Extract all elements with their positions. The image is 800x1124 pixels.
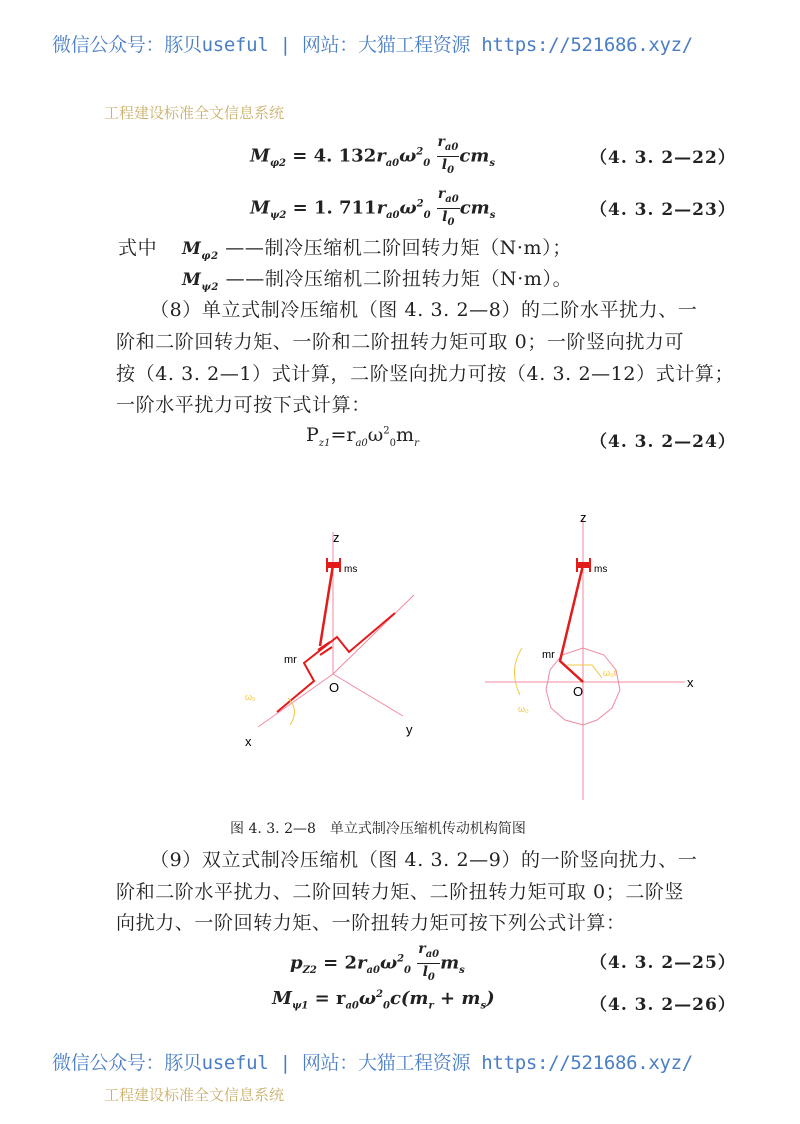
origin-label: O <box>573 684 584 699</box>
formula-4-3-2-22: $M_{\varphi 2} = 4$. $132r_{a0}\omega^2_0$ $\frac{r_{a0}}{l_0}$ $cm_s$ <box>250 134 495 176</box>
piston-mass <box>577 562 590 568</box>
para9-line: （9）双立式制冷压缩机（图 4. 3. 2—9）的一阶竖向扰力、一 <box>150 849 698 871</box>
equation-number: （4. 3. 2—23） <box>590 200 736 220</box>
system-name-header: 工程建设标准全文信息系统 <box>104 104 285 122</box>
x-y-axis-upper <box>333 595 414 674</box>
where-label: 式中 <box>118 237 158 259</box>
mr-label: mr <box>542 649 555 661</box>
where-item-2: $M_{\psi 2}$ ——制冷压缩机二阶扭转力矩（N·m）。 <box>182 268 573 293</box>
mr-label: mr <box>284 654 297 666</box>
equation-number: （4. 3. 2—26） <box>590 995 736 1015</box>
formula-4-3-2-25: $p_{Z2} = 2r_{a0}\omega^2_0$ $\frac{r_{a0}}{l_0}$ $m_s$ <box>290 941 465 983</box>
watermark-top: 微信公众号：豚贝useful | 网站：大猫工程资源 https://521686.xyz/ <box>52 34 693 56</box>
connecting-rod <box>560 565 583 682</box>
where-item-1: $M_{\varphi 2}$ ——制冷压缩机二阶回转力矩（N·m）； <box>182 237 572 262</box>
x-label: x <box>245 734 252 749</box>
equation-number: （4. 3. 2—24） <box>590 432 736 452</box>
formula-4-3-2-24: $P_{z1}=r_{a0}\omega^2_0m_r$ <box>306 424 419 449</box>
x-label: x <box>687 675 694 690</box>
compressor-mechanism-figure <box>0 490 800 810</box>
formula-4-3-2-23: $M_{\psi 2} = 1$. $711r_{a0}\omega^2_0$ $\frac{r_{a0}}{l_0}$ $cm_s$ <box>250 186 496 228</box>
para9-line: 向扰力、一阶回转力矩、一阶扭转力矩可按下列公式计算： <box>116 912 626 934</box>
ms-label: ms <box>594 564 608 575</box>
para8-line: 一阶水平扰力可按下式计算： <box>116 394 371 416</box>
equation-number: （4. 3. 2—25） <box>590 953 736 973</box>
rotation-arrow <box>514 648 522 695</box>
figure-caption: 图 4. 3. 2—8 单立式制冷压缩机传动机构简图 <box>230 821 526 837</box>
z-label: z <box>333 530 340 545</box>
omega-label: ω₀ <box>518 704 529 714</box>
y-label: y <box>406 722 413 737</box>
y-axis <box>333 674 403 716</box>
piston-mass <box>327 562 340 568</box>
para8-line: 按（4. 3. 2—1）式计算，二阶竖向扰力可按（4. 3. 2—12）式计算； <box>116 363 735 385</box>
omega-t-label: ω₀t <box>603 668 617 678</box>
left-diagram <box>245 530 414 749</box>
omega-label: ω₀ <box>245 692 256 702</box>
connecting-rod <box>320 565 333 646</box>
system-name-footer: 工程建设标准全文信息系统 <box>104 1086 285 1104</box>
equation-number: （4. 3. 2—22） <box>590 148 736 168</box>
para8-line: （8）单立式制冷压缩机（图 4. 3. 2—8）的二阶水平扰力、一 <box>150 299 698 321</box>
ms-label: ms <box>344 564 358 575</box>
origin-label: O <box>329 680 340 695</box>
para9-line: 阶和二阶水平扰力、二阶回转力矩、二阶扭转力矩可取 0；二阶竖 <box>116 881 685 903</box>
x-axis <box>258 674 333 727</box>
z-label: z <box>580 510 587 525</box>
right-diagram <box>485 510 694 800</box>
para8-line: 阶和二阶回转力矩、一阶和二阶扭转力矩可取 0；一阶竖向扰力可 <box>116 331 685 353</box>
formula-4-3-2-26: $M_{\psi 1} = r_{a0}\omega^2_0c(m_r + m_s)$ <box>272 988 495 1012</box>
watermark-bottom: 微信公众号：豚贝useful | 网站：大猫工程资源 https://521686.xyz/ <box>52 1052 693 1074</box>
